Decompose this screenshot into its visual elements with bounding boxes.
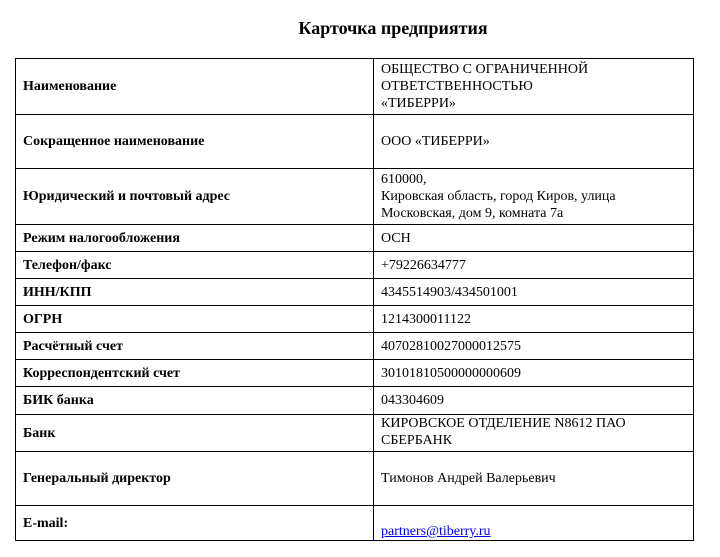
row-label-correspondent-account: Корреспондентский счет — [16, 360, 374, 387]
table-row — [16, 252, 694, 279]
table-row — [16, 279, 694, 306]
row-value-phone: +79226634777 — [374, 252, 694, 279]
row-label-settlement-account: Расчётный счет — [16, 333, 374, 360]
table-row — [16, 387, 694, 415]
row-label-address: Юридический и почтовый адрес — [16, 169, 374, 225]
title-area — [0, 0, 720, 50]
page-title: Карточка предприятия — [298, 18, 488, 38]
row-label-short-name: Сокращенное наименование — [16, 115, 374, 169]
table-row — [16, 169, 694, 225]
row-value-address: 610000, Кировская область, город Киров, улица Московская, дом 9, комната 7а — [374, 169, 694, 225]
row-value-tax-regime: ОСН — [374, 225, 694, 252]
row-value-bik: 043304609 — [374, 387, 694, 415]
table-row — [16, 360, 694, 387]
row-label-bik: БИК банка — [16, 387, 374, 415]
row-value-bank: КИРОВСКОЕ ОТДЕЛЕНИЕ N8612 ПАО СБЕРБАНК — [374, 415, 694, 452]
row-value-ogrn: 1214300011122 — [374, 306, 694, 333]
row-value-short-name: ООО «ТИБЕРРИ» — [374, 115, 694, 169]
email-link[interactable]: partners@tiberry.ru — [381, 524, 491, 539]
company-card-table — [15, 58, 694, 541]
table-row — [16, 59, 694, 115]
row-label-name: Наименование — [16, 59, 374, 115]
row-label-tax-regime: Режим налогообложения — [16, 225, 374, 252]
row-value-director: Тимонов Андрей Валерьевич — [374, 452, 694, 506]
row-label-ogrn: ОГРН — [16, 306, 374, 333]
row-label-bank: Банк — [16, 415, 374, 452]
row-value-settlement-account: 40702810027000012575 — [374, 333, 694, 360]
table-row — [16, 115, 694, 169]
table-row — [16, 225, 694, 252]
row-value-email — [374, 506, 694, 541]
row-label-email: E-mail: — [16, 506, 374, 541]
table-row — [16, 306, 694, 333]
table-row — [16, 415, 694, 452]
row-label-phone: Телефон/факс — [16, 252, 374, 279]
row-value-name: ОБЩЕСТВО С ОГРАНИЧЕННОЙ ОТВЕТСТВЕННОСТЬЮ «ТИБЕРРИ» — [374, 59, 694, 115]
table-row — [16, 452, 694, 506]
row-value-inn-kpp: 4345514903/434501001 — [374, 279, 694, 306]
table-row — [16, 333, 694, 360]
table-row — [16, 506, 694, 541]
row-value-correspondent-account: 30101810500000000609 — [374, 360, 694, 387]
row-label-director: Генеральный директор — [16, 452, 374, 506]
row-label-inn-kpp: ИНН/КПП — [16, 279, 374, 306]
